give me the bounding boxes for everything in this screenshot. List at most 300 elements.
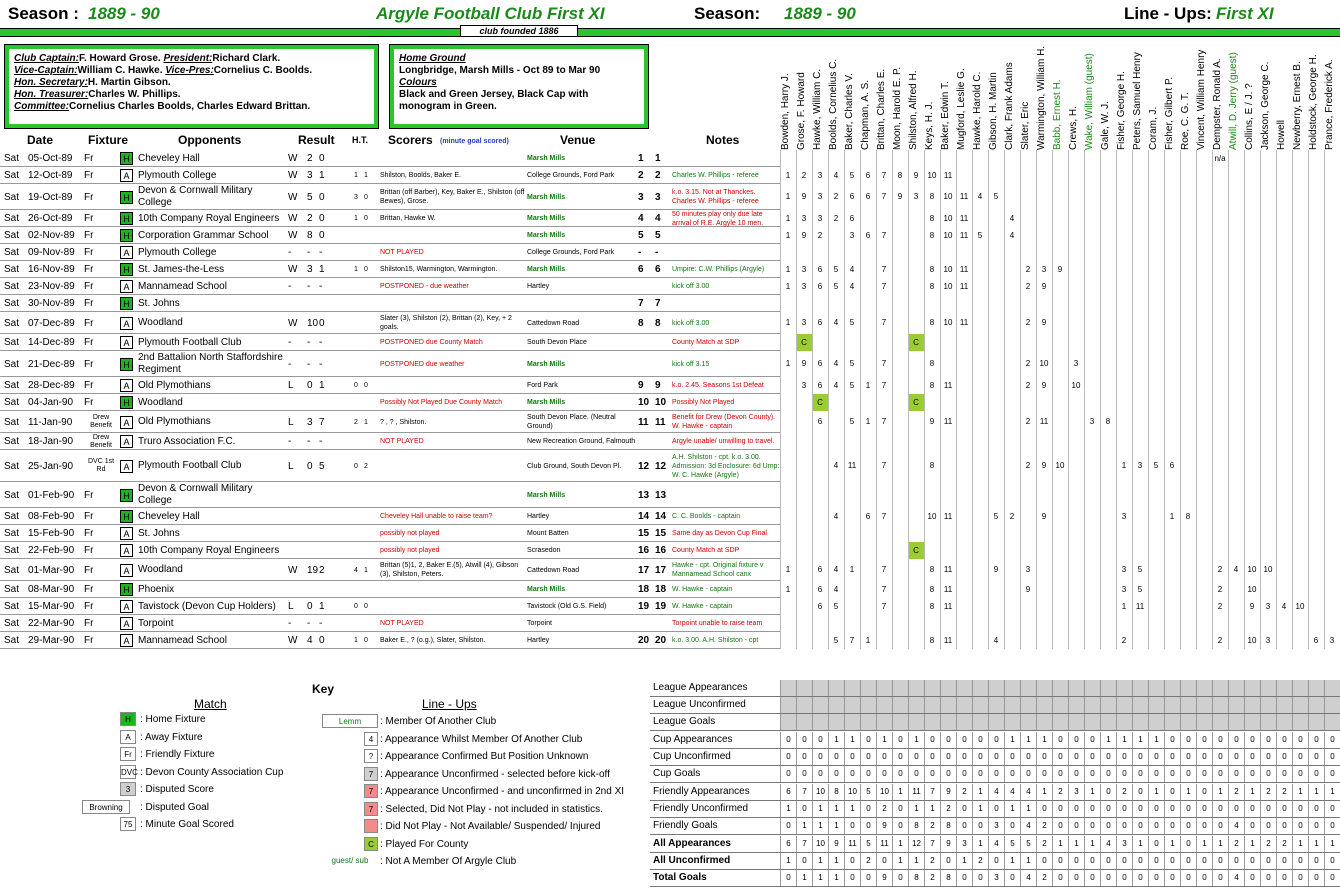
cell-notes-text: Charles W. Phillips - referee xyxy=(672,172,759,179)
stats-cell: 0 xyxy=(876,766,892,782)
stats-cell xyxy=(1068,697,1084,713)
cell-venue-text: Club Ground, South Devon Pl. xyxy=(527,462,622,470)
stats-cell: 0 xyxy=(924,766,940,782)
cell-day-text: Sat xyxy=(4,511,20,522)
cell-scorers xyxy=(380,351,526,377)
stats-cell xyxy=(1100,697,1116,713)
key-lineup-symbol: Lemm xyxy=(322,714,378,728)
stats-cell: 0 xyxy=(1036,766,1052,782)
cell-ht2 xyxy=(364,312,372,334)
fixture-row[interactable] xyxy=(0,581,780,598)
stats-cell: 0 xyxy=(1276,853,1292,869)
cell-ga xyxy=(319,525,329,542)
cell-fix-text: Drew Benefit xyxy=(90,414,112,429)
lineup-cell: 3 xyxy=(1041,265,1047,274)
cell-ht1 xyxy=(354,411,362,433)
lineup-cell: 5 xyxy=(833,282,839,291)
cell-n2-text: 3 xyxy=(655,191,661,203)
cell-opp xyxy=(138,167,288,184)
stats-row xyxy=(650,801,1340,818)
stats-cell: 4 xyxy=(1020,784,1036,800)
cell-notes-text: Benefit for Drew (Devon County). W. Hawke - captain xyxy=(672,414,776,430)
cell-scorers xyxy=(380,150,526,167)
fixture-row[interactable] xyxy=(0,542,780,559)
stats-cell: 1 xyxy=(892,784,908,800)
stats-cell: 1 xyxy=(1324,784,1340,800)
grid-line xyxy=(1292,150,1293,649)
cell-date-text: 08-Mar-90 xyxy=(28,584,75,595)
cell-ga-text: 2 xyxy=(319,564,325,576)
stats-cell: 0 xyxy=(1068,818,1084,834)
cell-ht2-text: 0 xyxy=(364,637,368,644)
lineup-cell: 10 xyxy=(943,282,953,291)
cell-ht1 xyxy=(354,525,362,542)
stats-cell: 2 xyxy=(1228,836,1244,852)
cell-opp-text: Cheveley Hall xyxy=(138,510,200,522)
cell-ga xyxy=(319,377,329,394)
cell-ht1-text: 1 xyxy=(354,172,358,179)
cell-ha-text: A xyxy=(120,379,133,392)
cell-ga-text: 1 xyxy=(319,170,325,181)
lineup-cell: 11 xyxy=(959,282,969,291)
cell-scorers xyxy=(380,433,526,450)
cell-fix xyxy=(84,312,118,334)
stats-cell: 0 xyxy=(1148,818,1164,834)
lineup-cell: 10 xyxy=(943,231,953,240)
cell-gf-text: 0 xyxy=(307,380,313,391)
home-ground-label: Home Ground xyxy=(399,53,466,64)
stats-cell: 0 xyxy=(1292,766,1308,782)
cell-opp-text: Woodland xyxy=(138,564,183,575)
lineup-cell: 4 xyxy=(993,636,999,645)
cell-date-text: 12-Oct-89 xyxy=(28,170,73,181)
cell-ga-text: 0 xyxy=(319,213,325,224)
cell-ht1 xyxy=(354,450,362,482)
fixture-row[interactable] xyxy=(0,184,780,210)
stats-cell xyxy=(876,714,892,730)
cell-ga xyxy=(319,244,329,261)
fixture-row[interactable] xyxy=(0,433,780,450)
cell-n1-text: 15 xyxy=(638,528,650,539)
stats-cell: 0 xyxy=(1228,732,1244,748)
stats-cell: 0 xyxy=(828,766,844,782)
cell-ht2 xyxy=(364,210,372,227)
cell-ha-text: A xyxy=(120,527,133,540)
fixture-row[interactable] xyxy=(0,244,780,261)
stats-cell: 11 xyxy=(876,836,892,852)
cell-venue xyxy=(527,508,637,525)
stats-cell: 2 xyxy=(1228,784,1244,800)
lineup-cell: 9 xyxy=(801,192,807,201)
stats-cell: 0 xyxy=(1212,766,1228,782)
cell-day xyxy=(4,433,24,450)
cell-day xyxy=(4,351,24,377)
stats-cell xyxy=(1196,697,1212,713)
cell-ga-text: 1 xyxy=(319,264,325,275)
cell-n1 xyxy=(638,411,654,433)
cell-ht1-text: 1 xyxy=(354,215,358,222)
stats-row xyxy=(650,784,1340,801)
key-lineup-symbol: 7 xyxy=(364,767,378,781)
key-match-title: Match xyxy=(194,697,227,711)
stats-cell: 0 xyxy=(1036,801,1052,817)
cell-res-text: - xyxy=(288,358,292,370)
fixture-row[interactable] xyxy=(0,351,780,377)
stats-cell xyxy=(1180,680,1196,696)
fixture-row[interactable] xyxy=(0,261,780,278)
cell-ga xyxy=(319,227,329,244)
cell-ga xyxy=(319,581,329,598)
stats-cell: 4 xyxy=(1228,870,1244,886)
fixture-row[interactable] xyxy=(0,525,780,542)
cell-ht2 xyxy=(364,632,372,649)
cell-notes-text: kick off 3.15 xyxy=(672,360,710,368)
cell-gf xyxy=(307,244,319,261)
col-opponents: Opponents xyxy=(178,133,242,147)
cell-res-text: W xyxy=(288,635,298,646)
key-panel xyxy=(0,680,650,888)
cell-res xyxy=(288,210,300,227)
lineup-cell: 3 xyxy=(1121,512,1127,521)
cell-ga xyxy=(319,261,329,278)
cell-n1-text: 9 xyxy=(638,380,644,391)
cell-ht1 xyxy=(354,598,362,615)
player-name: Moon, Harold E. P. xyxy=(892,66,903,150)
lineup-cell: C xyxy=(908,394,924,411)
stats-cell xyxy=(1180,697,1196,713)
cell-ga-text: 0 xyxy=(319,635,325,646)
cell-res xyxy=(288,433,300,450)
cell-ht1 xyxy=(354,244,362,261)
stats-cell xyxy=(908,714,924,730)
cell-scorers-text: ? , ? , Shilston. xyxy=(380,418,427,426)
cell-ht1-text: 0 xyxy=(354,603,358,610)
cell-n2-text: 16 xyxy=(655,545,667,556)
cell-opp xyxy=(138,598,288,615)
cell-opp xyxy=(138,261,288,278)
cell-res-text: W xyxy=(288,213,298,224)
cell-ht2 xyxy=(364,150,372,167)
official-line xyxy=(14,89,369,101)
cell-scorers-text: POSTPONED - due weather xyxy=(380,283,469,290)
stats-cell xyxy=(828,680,844,696)
stats-cell: 0 xyxy=(860,766,876,782)
cell-venue-text: Hartley xyxy=(527,513,550,520)
cell-date-text: 01-Feb-90 xyxy=(28,489,75,501)
stats-cell: 0 xyxy=(1068,870,1084,886)
col-scorers-note: (minute goal scored) xyxy=(440,138,509,145)
cell-venue xyxy=(527,167,637,184)
cell-notes xyxy=(672,351,780,377)
stats-cell: 0 xyxy=(1004,870,1020,886)
fixture-row[interactable] xyxy=(0,334,780,351)
fixture-row[interactable] xyxy=(0,482,780,508)
cell-n1 xyxy=(638,167,654,184)
stats-cell: 0 xyxy=(1308,749,1324,765)
cell-fix-text: Fr xyxy=(84,153,94,164)
cell-ga-text: - xyxy=(319,358,323,370)
cell-gf xyxy=(307,615,319,632)
fixture-row[interactable] xyxy=(0,312,780,334)
stats-cell: 1 xyxy=(1084,784,1100,800)
official-role: Hon. Treasurer: xyxy=(14,89,89,100)
cell-ha-text: H xyxy=(120,229,133,242)
cell-day xyxy=(4,615,24,632)
cell-ht2-text: 1 xyxy=(364,418,368,426)
stats-cell: 0 xyxy=(988,801,1004,817)
cell-n1 xyxy=(638,482,654,508)
lineup-cell: 9 xyxy=(1057,265,1063,274)
stats-cell: 0 xyxy=(1052,818,1068,834)
stats-cell xyxy=(892,680,908,696)
fixture-row[interactable] xyxy=(0,150,780,167)
lineup-cell: 2 xyxy=(1217,565,1223,574)
stats-cell xyxy=(1036,680,1052,696)
grid-line xyxy=(1308,150,1309,649)
season-value: 1889 - 90 xyxy=(88,4,160,23)
cell-ht1 xyxy=(354,312,362,334)
fixture-row[interactable] xyxy=(0,615,780,632)
stats-cell xyxy=(1084,680,1100,696)
cell-res xyxy=(288,581,300,598)
lineup-cell: 6 xyxy=(817,381,823,390)
cell-notes-text: County Match at SDP xyxy=(672,339,740,346)
lineup-cell: 2 xyxy=(1025,359,1031,368)
fixture-row[interactable] xyxy=(0,377,780,394)
cell-ht2 xyxy=(364,581,372,598)
lineup-cell: 4 xyxy=(849,265,855,274)
stats-cell xyxy=(1212,714,1228,730)
cell-n2 xyxy=(655,559,671,581)
stats-cell xyxy=(940,680,956,696)
lineup-cell: 6 xyxy=(817,602,823,611)
lineup-cell: 10 xyxy=(943,214,953,223)
cell-n1-text: 3 xyxy=(638,191,644,203)
cell-ha xyxy=(120,394,136,411)
cell-ga-text: - xyxy=(319,247,323,258)
cell-ga xyxy=(319,450,329,482)
stats-cell: 0 xyxy=(780,766,796,782)
cell-n1 xyxy=(638,351,654,377)
cell-day-text: Sat xyxy=(4,436,20,447)
cell-fix xyxy=(84,295,118,312)
colours-text: Black and Green Jersey, Black Cap with monogram in Green. xyxy=(399,89,589,112)
fixture-row[interactable] xyxy=(0,167,780,184)
cell-fix xyxy=(84,261,118,278)
fixture-row[interactable] xyxy=(0,295,780,312)
lineup-cell: 11 xyxy=(943,381,953,390)
fixture-row[interactable] xyxy=(0,278,780,295)
cell-n2 xyxy=(655,581,671,598)
cell-gf xyxy=(307,210,319,227)
cell-fix-text: Fr xyxy=(84,564,94,576)
stats-cell: 0 xyxy=(1276,749,1292,765)
player-name: Baker, Charles V. xyxy=(844,73,855,150)
cell-n2-text: 2 xyxy=(655,170,661,181)
fixture-row[interactable] xyxy=(0,450,780,482)
cell-n2-text: 1 xyxy=(655,153,661,164)
lineup-cell: 7 xyxy=(881,359,887,368)
fixture-row[interactable] xyxy=(0,210,780,227)
official-role: President: xyxy=(163,53,213,64)
stats-cell: 0 xyxy=(956,749,972,765)
stats-cell: 2 xyxy=(1036,818,1052,834)
lineup-cell: 3 xyxy=(801,282,807,291)
fixture-row[interactable] xyxy=(0,411,780,433)
stats-cell xyxy=(796,714,812,730)
lineup-cell: 1 xyxy=(785,231,791,240)
lineup-cell: 4 xyxy=(1281,602,1287,611)
cell-notes xyxy=(672,581,780,598)
cell-n2 xyxy=(655,632,671,649)
stats-cell: 0 xyxy=(1212,818,1228,834)
lineup-cell: 6 xyxy=(817,359,823,368)
cell-n2-text: 15 xyxy=(655,528,667,539)
cell-ht2-text: 0 xyxy=(364,603,368,610)
cell-res xyxy=(288,184,300,210)
cell-ga xyxy=(319,351,329,377)
stats-cell: 0 xyxy=(876,853,892,869)
stats-cell: 1 xyxy=(1212,836,1228,852)
key-title: Key xyxy=(312,682,335,696)
stats-cell xyxy=(796,680,812,696)
stats-cell: 0 xyxy=(1148,836,1164,852)
grid-line xyxy=(1276,150,1277,649)
stats-cell: 0 xyxy=(924,732,940,748)
stats-cell: 0 xyxy=(1132,818,1148,834)
cell-n1 xyxy=(638,598,654,615)
key-symbol: H xyxy=(120,712,136,726)
cell-notes xyxy=(672,312,780,334)
lineup-cell: 11 xyxy=(959,265,969,274)
cell-scorers xyxy=(380,244,526,261)
stats-cell: 0 xyxy=(972,749,988,765)
stats-cell: 0 xyxy=(1260,749,1276,765)
lineup-cell: 4 xyxy=(1233,565,1239,574)
cell-fix xyxy=(84,377,118,394)
official-name: Cornelius Charles Boolds, Charles Edward Brittan. xyxy=(69,101,311,112)
cell-day-text: Sat xyxy=(4,358,20,370)
stats-cell: 7 xyxy=(924,836,940,852)
cell-gf xyxy=(307,632,319,649)
cell-opp xyxy=(138,581,288,598)
cell-day-text: Sat xyxy=(4,281,20,292)
stats-cell: 0 xyxy=(924,749,940,765)
stats-cell xyxy=(1116,680,1132,696)
grid-line xyxy=(924,150,925,649)
cell-n2 xyxy=(655,261,671,278)
stats-row xyxy=(650,818,1340,835)
cell-scorers xyxy=(380,295,526,312)
cell-opp-text: 10th Company Royal Engineers xyxy=(138,544,280,556)
fixture-row[interactable] xyxy=(0,632,780,649)
lineup-cell: 8 xyxy=(929,565,935,574)
cell-ht1 xyxy=(354,167,362,184)
lineup-cell: 3 xyxy=(801,265,807,274)
cell-date-text: 29-Mar-90 xyxy=(28,635,75,646)
lineup-cell: 5 xyxy=(849,359,855,368)
lineup-cell: 4 xyxy=(833,381,839,390)
stats-cell: 0 xyxy=(1164,784,1180,800)
lineup-cell: C xyxy=(908,542,924,559)
cell-res-text: W xyxy=(288,564,298,576)
cell-scorers xyxy=(380,377,526,394)
fixture-row[interactable] xyxy=(0,394,780,411)
cell-fix xyxy=(84,227,118,244)
cell-n1 xyxy=(638,312,654,334)
stats-label: League Unconfirmed xyxy=(653,699,746,710)
stats-cell: 0 xyxy=(1180,732,1196,748)
stats-cell: 0 xyxy=(1100,766,1116,782)
cell-date-text: 18-Jan-90 xyxy=(28,436,74,447)
cell-ha-text: A xyxy=(120,634,133,647)
stats-cell: 1 xyxy=(780,801,796,817)
stats-cell: 0 xyxy=(1292,870,1308,886)
fixture-row[interactable] xyxy=(0,598,780,615)
cell-notes xyxy=(672,227,780,244)
cell-n2 xyxy=(655,411,671,433)
stats-cell: 0 xyxy=(1148,870,1164,886)
cell-ht2 xyxy=(364,184,372,210)
stats-cell: 0 xyxy=(1148,853,1164,869)
stats-cell: 0 xyxy=(1052,870,1068,886)
cell-n1 xyxy=(638,278,654,295)
cell-fix-text: Drew Benefit xyxy=(90,433,112,449)
stats-cell: 1 xyxy=(1020,732,1036,748)
lineup-cell: 1 xyxy=(785,359,791,368)
lineup-cell: 2 xyxy=(1025,265,1031,274)
lineup-cell: 11 xyxy=(943,602,953,611)
lineup-cell: 7 xyxy=(881,417,887,426)
cell-res xyxy=(288,295,300,312)
stats-cell: 0 xyxy=(1196,749,1212,765)
cell-n2-text: 18 xyxy=(655,584,667,595)
cell-ha-text: H xyxy=(120,212,133,225)
lineup-cell: 10 xyxy=(927,171,937,180)
stats-cell: 0 xyxy=(1132,870,1148,886)
cell-fix-text: Fr xyxy=(84,337,94,348)
cell-date-text: 05-Oct-89 xyxy=(28,153,73,164)
stats-cell: 0 xyxy=(1292,801,1308,817)
cell-opp-text: Tavistock (Devon Cup Holders) xyxy=(138,600,276,612)
stats-cell: 0 xyxy=(892,766,908,782)
lineup-cell: 9 xyxy=(1249,602,1255,611)
stats-cell xyxy=(812,714,828,730)
grid-line xyxy=(796,150,797,649)
stats-cell: 3 xyxy=(988,870,1004,886)
stats-cell: 1 xyxy=(1036,784,1052,800)
cell-fix-text: Fr xyxy=(84,170,94,181)
stats-cell: 0 xyxy=(1244,732,1260,748)
fixture-row[interactable] xyxy=(0,227,780,244)
fixture-row[interactable] xyxy=(0,508,780,525)
stats-cell: 0 xyxy=(1068,853,1084,869)
cell-fix-text: Fr xyxy=(84,545,94,556)
fixture-row[interactable] xyxy=(0,559,780,581)
stats-cell xyxy=(1244,697,1260,713)
cell-ha-text: H xyxy=(120,489,133,502)
cell-ha xyxy=(120,632,136,649)
stats-cell: 0 xyxy=(860,801,876,817)
cell-ha xyxy=(120,411,136,433)
cell-venue-text: South Devon Place xyxy=(527,339,587,346)
stats-row xyxy=(650,680,1340,697)
stats-cell xyxy=(1164,714,1180,730)
stats-cell: 0 xyxy=(892,801,908,817)
cell-gf-text: 19 xyxy=(307,564,319,576)
stats-cell xyxy=(1196,680,1212,696)
lineup-cell: 3 xyxy=(801,318,807,327)
